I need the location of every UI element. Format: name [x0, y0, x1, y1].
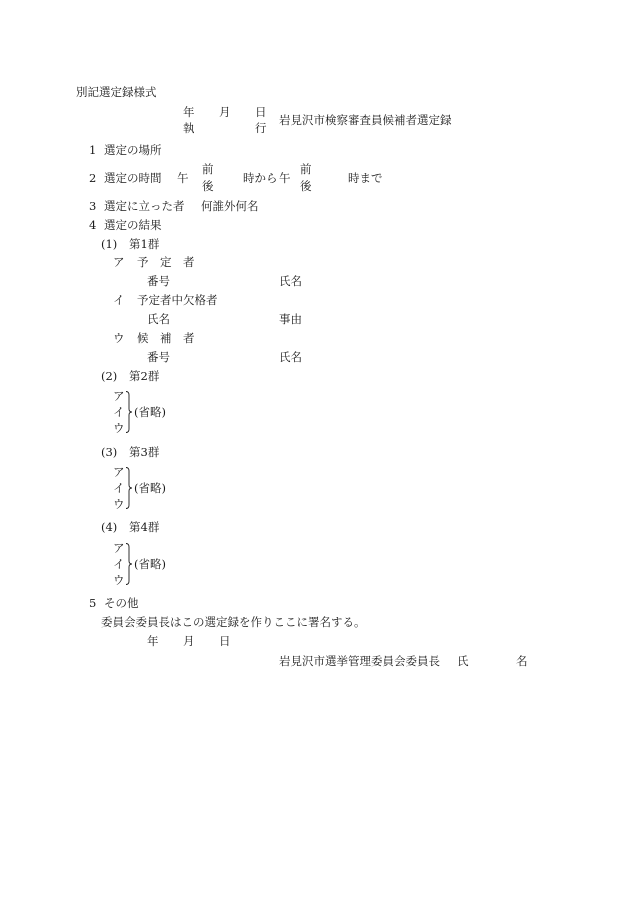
- g3-brace: [126, 467, 132, 509]
- g3-kana-a: ア: [113, 465, 125, 479]
- header-day-label: 日: [255, 105, 267, 119]
- signature-label-1: 氏: [457, 654, 469, 668]
- g2-kana-u: ウ: [113, 421, 125, 435]
- g1-i-col-reason: 事由: [279, 312, 302, 326]
- g1-i-col-name: 氏名: [147, 312, 170, 326]
- g1-a-col-name: 氏名: [279, 274, 302, 288]
- closing-day-label: 日: [219, 634, 231, 648]
- group-4-heading: (4): [101, 520, 118, 534]
- section-1-label: 選定の場所: [104, 143, 162, 157]
- document-title: 岩見沢市検察審査員候補者選定録: [279, 113, 452, 127]
- g2-kana-a: ア: [113, 389, 125, 403]
- g1-u-label: 候 補 者: [137, 331, 195, 345]
- section-3-number: 3: [89, 199, 97, 213]
- header-exec-label2: 行: [255, 121, 267, 135]
- time-from: 時から: [243, 171, 278, 185]
- g1-a-kana: ア: [113, 255, 125, 269]
- closing-statement: 委員会委員長はこの選定録を作りここに署名する。: [101, 615, 366, 629]
- section-5-number: 5: [89, 596, 97, 610]
- signer-title: 岩見沢市選挙管理委員会委員長: [279, 654, 440, 668]
- time-pm-2: 後: [300, 179, 312, 193]
- group-1-name: 第1群: [129, 237, 160, 251]
- g4-brace: [126, 543, 132, 585]
- g2-kana-i: イ: [113, 405, 125, 419]
- section-4-label: 選定の結果: [104, 218, 162, 232]
- time-pm-1: 後: [202, 179, 214, 193]
- closing-year-label: 年: [147, 634, 159, 648]
- section-1-number: 1: [89, 143, 97, 157]
- header-year-label: 年: [183, 105, 195, 119]
- g1-u-col-name: 氏名: [279, 350, 302, 364]
- g1-i-kana: イ: [113, 293, 125, 307]
- g2-omitted: (省略): [134, 405, 166, 419]
- group-3-name: 第3群: [129, 445, 160, 459]
- g4-omitted: (省略): [134, 557, 166, 571]
- g3-kana-u: ウ: [113, 497, 125, 511]
- section-2-number: 2: [89, 171, 97, 185]
- header-exec-label: 執: [183, 121, 195, 135]
- closing-month-label: 月: [183, 634, 195, 648]
- g1-a-col-number: 番号: [147, 274, 170, 288]
- g3-kana-i: イ: [113, 481, 125, 495]
- g4-kana-a: ア: [113, 541, 125, 555]
- time-noon-2: 午: [279, 171, 291, 185]
- g1-a-label: 予 定 者: [137, 255, 195, 269]
- form-title: 別記選定録様式: [76, 85, 157, 99]
- section-4-number: 4: [89, 218, 97, 232]
- time-am-1: 前: [202, 162, 214, 176]
- g1-i-label: 予定者中欠格者: [137, 293, 218, 307]
- group-4-name: 第4群: [129, 520, 160, 534]
- g1-u-col-number: 番号: [147, 350, 170, 364]
- time-until: 時まで: [348, 171, 383, 185]
- group-2-heading: (2): [101, 369, 118, 383]
- signature-label-2: 名: [516, 654, 528, 668]
- section-3-label: 選定に立った者: [104, 199, 185, 213]
- g4-kana-u: ウ: [113, 573, 125, 587]
- g2-brace: [126, 391, 132, 433]
- g4-kana-i: イ: [113, 557, 125, 571]
- time-am-2: 前: [300, 162, 312, 176]
- section-3-value: 何誰外何名: [201, 199, 259, 213]
- time-noon-1: 午: [177, 171, 189, 185]
- g1-u-kana: ウ: [113, 331, 125, 345]
- section-5-label: その他: [104, 596, 139, 610]
- g3-omitted: (省略): [134, 481, 166, 495]
- group-3-heading: (3): [101, 445, 118, 459]
- header-month-label: 月: [219, 105, 231, 119]
- group-2-name: 第2群: [129, 369, 160, 383]
- section-2-label: 選定の時間: [104, 171, 162, 185]
- group-1-heading: (1): [101, 237, 118, 251]
